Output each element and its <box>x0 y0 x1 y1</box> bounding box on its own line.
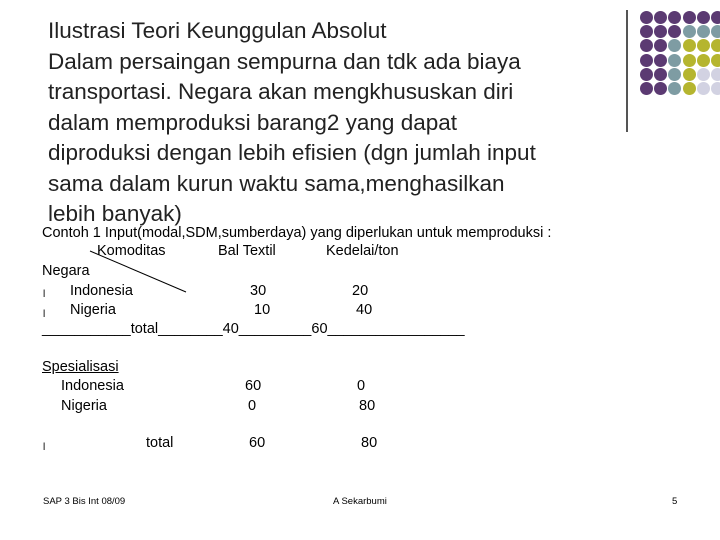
spec-textile-value: 0 <box>248 398 257 414</box>
total-line <box>42 320 465 338</box>
spec-country: Indonesia <box>61 378 124 394</box>
row-country: Nigeria <box>70 302 116 318</box>
soybean-header: Kedelai/ton <box>326 243 399 259</box>
spec-total-soybean: 80 <box>361 435 378 451</box>
spec-textile-value: 60 <box>245 378 262 394</box>
title-line: transportasi. Negara akan mengkhususkan diri <box>48 79 514 104</box>
textile-header: Bal Textil <box>218 243 276 259</box>
example-text: Contoh 1 Input(modal,SDM,sumberdaya) yang diperlukan untuk memproduksi : <box>42 225 552 241</box>
row-textile-value: 30 <box>250 283 267 299</box>
total-textile-value: 40 <box>222 321 239 337</box>
country-header: Negara <box>42 263 90 279</box>
total-rule: _________________ <box>327 321 465 337</box>
total-rule: ________ <box>158 321 223 337</box>
bullet-icon: l <box>43 442 46 453</box>
specialization-heading: Spesialisasi <box>42 359 119 375</box>
title-line: diproduksi dengan lebih efisien (dgn jumlah input <box>48 140 536 165</box>
total-soybean-value: 60 <box>311 321 328 337</box>
bullet-icon: l <box>43 289 46 300</box>
title-line: dalam memproduksi barang2 yang dapat <box>48 109 457 135</box>
total-label: total <box>130 321 159 337</box>
row-soybean-value: 20 <box>352 283 369 299</box>
row-country: Indonesia <box>70 283 133 299</box>
spec-soybean-value: 0 <box>357 378 366 394</box>
page-number: 5 <box>672 496 678 507</box>
spec-country: Nigeria <box>61 398 107 414</box>
title-line: Ilustrasi Teori Keunggulan Absolut <box>48 18 387 43</box>
bullet-icon: l <box>43 309 46 320</box>
total-rule: ___________ <box>42 321 131 337</box>
spec-soybean-value: 80 <box>359 398 376 414</box>
row-soybean-value: 40 <box>356 302 373 318</box>
total-rule: _________ <box>238 321 312 337</box>
footer-course: SAP 3 Bis Int 08/09 <box>43 496 126 507</box>
footer-author: A Sekarbumi <box>333 496 387 507</box>
spec-total-textile: 60 <box>249 435 266 451</box>
commodity-header: Komoditas <box>97 243 166 259</box>
title-line: Dalam persaingan sempurna dan tdk ada biaya <box>48 48 521 74</box>
title-line: sama dalam kurun waktu sama,menghasilkan <box>48 170 505 196</box>
spec-total-label: total <box>146 435 174 451</box>
title-line: lebih banyak) <box>48 201 182 226</box>
row-textile-value: 10 <box>254 302 271 318</box>
